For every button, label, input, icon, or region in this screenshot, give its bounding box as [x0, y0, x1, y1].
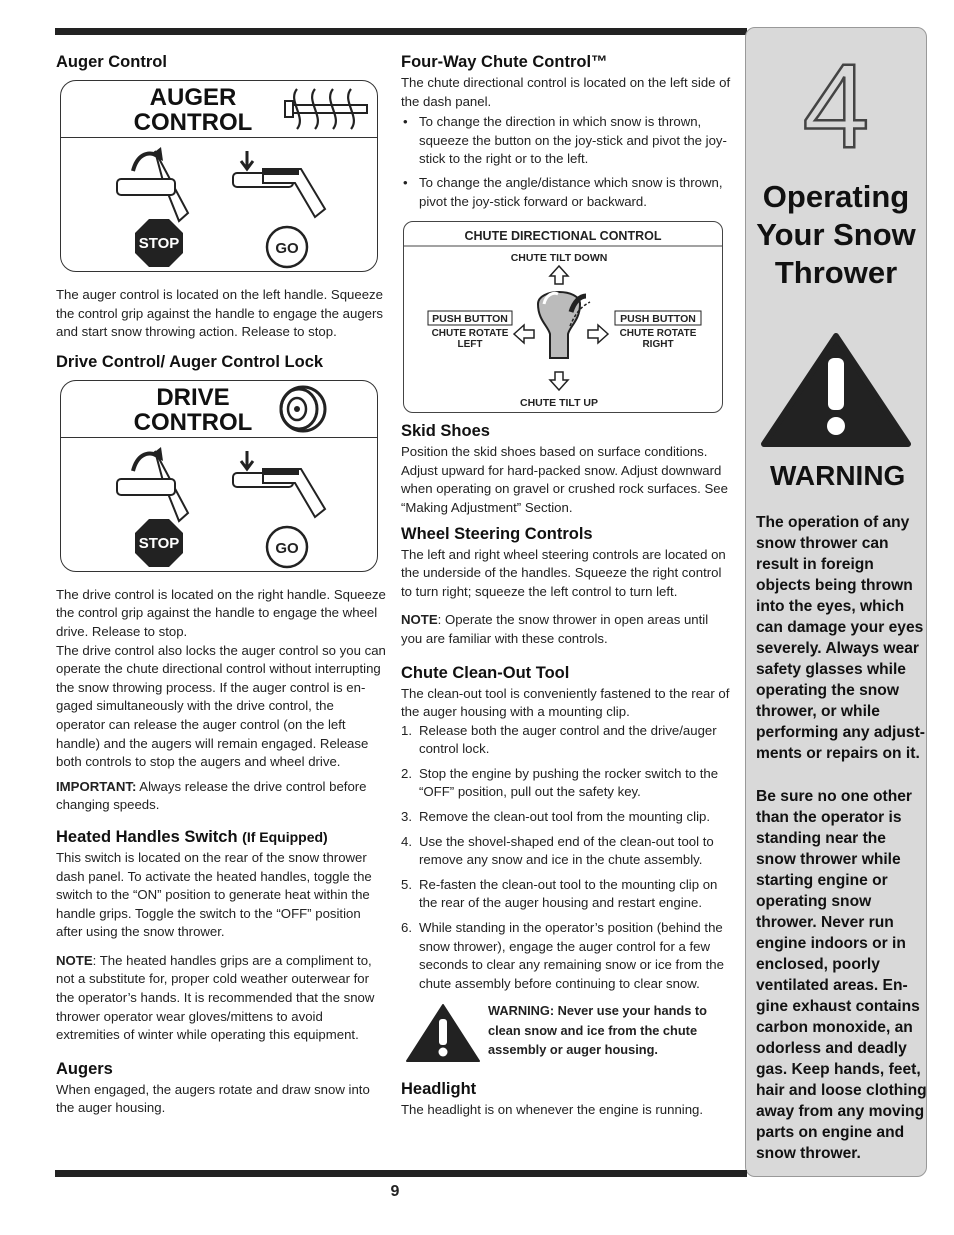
clean-out-tool-intro: The clean-out tool is conveniently fastened to the rear of the auger housing with a mounting clip.: [401, 685, 730, 720]
go-label: GO: [275, 539, 299, 557]
chute-tilt-up-label: CHUTE TILT UP: [520, 397, 598, 410]
chute-control-heading: Four-Way Chute Control™: [401, 53, 608, 71]
wheel-steering-body: The left and right wheel steering controls are located on the underside of the handles. Squeeze the right control to turn right; squeeze the left control to turn left.: [401, 546, 726, 599]
middle-column: [401, 52, 731, 1126]
headlight-heading: Headlight: [401, 1080, 477, 1099]
chute-diagram-title: CHUTE DIRECTIONAL CONTROL: [464, 229, 662, 244]
heated-handles-heading: Heated Handles Switch (If Equipped): [56, 827, 328, 846]
auger-icon: [283, 85, 369, 133]
top-rule: [55, 28, 747, 35]
left-column: [56, 52, 386, 1124]
drive-control-body-2: The drive control also locks the auger control so you can operate the chute directional control without interrupting the snow throwing process. If the auger control is en-gaged simultaneously with the drive control, the operator can release the auger control (on the left handle) and the augers will remain engaged. Release both controls to stop the augers and wheel drive.: [56, 642, 386, 770]
arrow-right-icon: [588, 325, 608, 343]
wheel-steering-heading: Wheel Steering Controls: [401, 524, 593, 543]
heated-handles-body: This switch is located on the rear of the snow thrower dash panel. To activate the heated handles, toggle the switch to the “ON” position to generate heat within the handle grips. Toggle the switch to the “OFF” position after using the snow thrower.: [56, 849, 372, 940]
skid-shoes-heading: Skid Shoes: [401, 422, 490, 441]
drive-control-body-1: The drive control is located on the right handle. Squeeze the control grip against the handle to engage the wheel drive. Release to stop.: [56, 586, 386, 639]
list-item: 3. Remove the clean-out tool from the mounting clip.: [401, 809, 711, 825]
drive-control-heading: Drive Control/ Auger Control Lock: [56, 352, 324, 371]
warning-text: The operation of any snow thrower can result in foreign objects being thrown into the eyes, which can damage your eyes severely. Always wear safety glasses while operating the snow thrower, or while performing any adjust-ments or repairs on it. Be sure no one other than the operator is standing near the snow thrower while starting engine or operating snow thrower. Never run engine indoors or in enclosed, poorly ventilated areas. En-gine exhaust contains carbon monoxide, an odorless and deadly gas. Keep hands, feet, hair and loose clothing away from any moving parts on engine and snow thrower.: [756, 514, 927, 1162]
push-button-left-label: PUSH BUTTON: [432, 313, 508, 326]
augers-body: When engaged, the augers rotate and draw snow into the auger housing.: [56, 1081, 370, 1116]
list-item: 2. Stop the engine by pushing the rocker switch to the “OFF” position, pull out the safety key.: [401, 765, 719, 800]
clean-out-tool-heading: Chute Clean-Out Tool: [401, 663, 570, 682]
list-item: 6. While standing in the operator’s position (behind the snow thrower), engage the auger control for a few seconds to clear any remaining snow or ice from the chute assembly before continuing to clear snow.: [401, 920, 724, 991]
push-button-right-label: PUSH BUTTON: [620, 313, 696, 326]
drive-control-diagram: [60, 380, 378, 572]
augers-heading: Augers: [56, 1059, 113, 1078]
warning-heading: WARNING: [770, 460, 906, 491]
chapter-number: 4: [802, 39, 870, 173]
headlight-body: The headlight is on whenever the engine is running.: [401, 1102, 704, 1118]
arrow-down-icon: [550, 372, 568, 390]
auger-control-heading: Auger Control: [56, 53, 167, 71]
page-number: 9: [390, 1183, 400, 1200]
rotate-right-label-1: CHUTE ROTATE: [619, 328, 697, 340]
list-item: • To change the angle/distance which snow is thrown, pivot the joy-stick forward or backward.: [401, 174, 731, 211]
clean-out-steps: [401, 722, 731, 994]
auger-diagram-title: AUGER CONTROL: [133, 84, 253, 136]
wheel-icon: [273, 385, 329, 433]
auger-control-diagram: [60, 80, 378, 272]
list-item: 4. Use the shovel-shaped end of the clean-out tool to remove any snow and ice in the chute assembly.: [401, 833, 714, 868]
auger-handle-stop-graphic: [113, 141, 223, 269]
rotate-left-label-2: LEFT: [457, 339, 483, 351]
stop-sign-label: STOP: [138, 534, 180, 552]
clean-out-warning: [401, 999, 731, 1067]
bottom-rule: [55, 1170, 747, 1177]
chute-diagram-graphic: [404, 222, 722, 412]
chapter-title: Operating Your Snow Thrower: [756, 179, 916, 290]
wheel-steering-note: NOTE: Operate the snow thrower in open areas until you are familiar with these controls.: [401, 612, 709, 646]
heated-handles-note: NOTE: The heated handles grips are a compliment to, not a substitute for, proper cold weather outerwear for the operator’s hands. It is recommended that the snow thrower operator wear gloves/mittens to avoid extremities of winter while operating this equipment.: [56, 952, 375, 1043]
arrow-left-icon: [514, 325, 534, 343]
list-item: • To change the direction in which snow is thrown, squeeze the button on the joy-stick and pivot the joy-stick to the right or to the left.: [401, 113, 731, 169]
rotate-right-label-2: RIGHT: [642, 339, 674, 351]
clean-out-warning-text: WARNING: Never use your hands to clean snow and ice from the chute assembly or auger housing.: [488, 1003, 708, 1058]
chute-control-intro: The chute directional control is located on the left side of the dash panel.: [401, 75, 731, 109]
list-item: 5. Re-fasten the clean-out tool to the mounting clip on the rear of the auger housing and restart engine.: [401, 876, 718, 911]
stop-sign-label: STOP: [138, 235, 180, 252]
rotate-left-label-1: CHUTE ROTATE: [431, 328, 509, 340]
chapter-sidebar: [745, 27, 927, 1177]
chute-control-bullets: [401, 113, 731, 211]
go-label: GO: [275, 240, 299, 257]
auger-handle-go-graphic: [229, 141, 349, 269]
chute-tilt-down-label: CHUTE TILT DOWN: [510, 252, 608, 265]
auger-control-body: The auger control is located on the left handle. Squeeze the control grip against the handle to engage the augers and start snow throwing action. Release to stop.: [56, 287, 383, 340]
arrow-up-icon: [550, 266, 568, 284]
chute-directional-diagram: [403, 221, 723, 413]
drive-diagram-title: DRIVE CONTROL: [133, 383, 253, 436]
skid-shoes-body: Position the skid shoes based on surface conditions. Adjust upward for hard-packed snow. Adjust downward when operating on gravel or crushed rock surfaces. See “Making Adjustment” Section.: [401, 444, 728, 515]
drive-important-note: IMPORTANT: Always release the drive control before changing speeds.: [56, 778, 367, 813]
list-item: 1. Release both the auger control and the drive/auger control lock.: [401, 722, 717, 757]
warning-triangle-icon: [760, 332, 912, 448]
drive-handle-go-graphic: [229, 441, 349, 569]
warning-triangle-icon: [405, 1003, 481, 1063]
drive-handle-stop-graphic: [113, 441, 223, 569]
